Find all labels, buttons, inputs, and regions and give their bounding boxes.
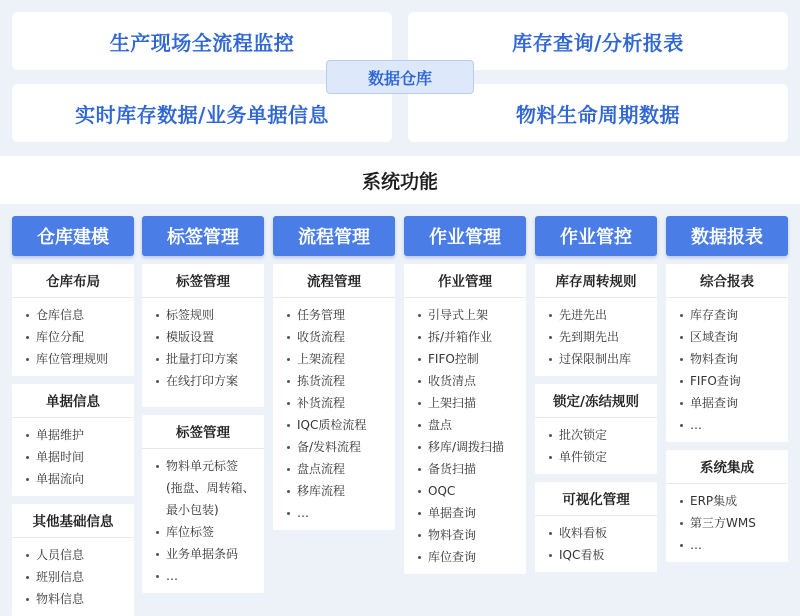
list-item: 过保限制出库 bbox=[535, 348, 657, 370]
card-title: 锁定/冻结规则 bbox=[535, 384, 657, 418]
card-title: 作业管理 bbox=[404, 264, 526, 298]
card bbox=[142, 264, 264, 407]
list-item: 物料信息 bbox=[12, 588, 134, 610]
list-item: IQC质检流程 bbox=[273, 414, 395, 436]
list-item: 移库/调拨扫描 bbox=[404, 436, 526, 458]
card-title: 其他基础信息 bbox=[12, 504, 134, 538]
list-item: 备/发料流程 bbox=[273, 436, 395, 458]
list-item: 上架扫描 bbox=[404, 392, 526, 414]
list-item: 先到期先出 bbox=[535, 326, 657, 348]
list-item: IQC看板 bbox=[535, 544, 657, 566]
list-item: 库存查询 bbox=[666, 304, 788, 326]
list-item: 盘点 bbox=[404, 414, 526, 436]
column-data-reports bbox=[666, 216, 788, 562]
list-item: 标签规则 bbox=[142, 304, 264, 326]
list-item: … bbox=[142, 565, 264, 587]
list-item: 库位分配 bbox=[12, 326, 134, 348]
list-item: ERP集成 bbox=[666, 490, 788, 512]
list-item: 库位管理规则 bbox=[12, 348, 134, 370]
list-item: 拆/并箱作业 bbox=[404, 326, 526, 348]
list-item: 区域查询 bbox=[666, 326, 788, 348]
list-item: 模版设置 bbox=[142, 326, 264, 348]
card bbox=[535, 384, 657, 474]
card bbox=[12, 264, 134, 376]
card-title: 流程管理 bbox=[273, 264, 395, 298]
card-title: 标签管理 bbox=[142, 264, 264, 298]
list-item: 单据时间 bbox=[12, 446, 134, 468]
data-warehouse-section bbox=[0, 0, 800, 152]
list-item: 补货流程 bbox=[273, 392, 395, 414]
card-title: 标签管理 bbox=[142, 415, 264, 449]
list-item: 库位标签 bbox=[142, 521, 264, 543]
list-item: … bbox=[666, 534, 788, 556]
list-item: 第三方WMS bbox=[666, 512, 788, 534]
card bbox=[535, 264, 657, 376]
top-left-label: 生产现场全流程监控 bbox=[109, 30, 295, 55]
list-item: 仓库信息 bbox=[12, 304, 134, 326]
list-item: 单据查询 bbox=[666, 392, 788, 414]
list-item: FIFO查询 bbox=[666, 370, 788, 392]
data-warehouse-label: 数据仓库 bbox=[367, 68, 432, 88]
list-item-continuation: 最小包装) bbox=[166, 503, 219, 517]
list-item: 在线打印方案 bbox=[142, 370, 264, 392]
list-item: 单据查询 bbox=[404, 502, 526, 524]
list-item: 物料单元标签 bbox=[142, 455, 264, 477]
list-item: 任务管理 bbox=[273, 304, 395, 326]
card bbox=[535, 482, 657, 572]
list-item: 物料查询 bbox=[404, 524, 526, 546]
column-header: 仓库建模 bbox=[12, 216, 134, 256]
list-item: 拣货流程 bbox=[273, 370, 395, 392]
list-item: 先进先出 bbox=[535, 304, 657, 326]
list-item: 班别信息 bbox=[12, 566, 134, 588]
list-item: 库位查询 bbox=[404, 546, 526, 568]
column-header: 数据报表 bbox=[666, 216, 788, 256]
functions-title-bar bbox=[0, 156, 800, 204]
list-item: 单据流向 bbox=[12, 468, 134, 490]
column-header: 作业管理 bbox=[404, 216, 526, 256]
column-header: 标签管理 bbox=[142, 216, 264, 256]
card-title: 仓库布局 bbox=[12, 264, 134, 298]
list-item: 批次锁定 bbox=[535, 424, 657, 446]
column-warehouse-modeling bbox=[12, 216, 134, 616]
card bbox=[404, 264, 526, 574]
bottom-left-label: 实时库存数据/业务单据信息 bbox=[75, 102, 329, 127]
list-item: 物料查询 bbox=[666, 348, 788, 370]
top-right-label: 库存查询/分析报表 bbox=[512, 30, 684, 55]
list-item-continuation: (拖盘、周转箱、 bbox=[166, 481, 255, 495]
list-item: … bbox=[273, 502, 395, 524]
card-title: 可视化管理 bbox=[535, 482, 657, 516]
list-item: OQC bbox=[404, 480, 526, 502]
card-title: 单据信息 bbox=[12, 384, 134, 418]
card bbox=[142, 415, 264, 593]
column-process-management bbox=[273, 216, 395, 530]
column-header: 流程管理 bbox=[273, 216, 395, 256]
list-item: 上架流程 bbox=[273, 348, 395, 370]
list-item: 收料看板 bbox=[535, 522, 657, 544]
functions-title: 系统功能 bbox=[361, 170, 438, 193]
list-item: … bbox=[666, 414, 788, 436]
list-item: 盘点流程 bbox=[273, 458, 395, 480]
data-warehouse-badge bbox=[326, 60, 474, 94]
list-item: 批量打印方案 bbox=[142, 348, 264, 370]
column-operation-control bbox=[535, 216, 657, 572]
card-title: 系统集成 bbox=[666, 450, 788, 484]
list-item: 单据维护 bbox=[12, 424, 134, 446]
list-item: 人员信息 bbox=[12, 544, 134, 566]
column-operation-management bbox=[404, 216, 526, 574]
card bbox=[273, 264, 395, 530]
list-item: FIFO控制 bbox=[404, 348, 526, 370]
card-title: 库存周转规则 bbox=[535, 264, 657, 298]
list-item: 收货流程 bbox=[273, 326, 395, 348]
list-item: 移库流程 bbox=[273, 480, 395, 502]
list-item: 引导式上架 bbox=[404, 304, 526, 326]
list-item: 业务单据条码 bbox=[142, 543, 264, 565]
list-item: 备货扫描 bbox=[404, 458, 526, 480]
card bbox=[12, 504, 134, 616]
bottom-right-label: 物料生命周期数据 bbox=[516, 102, 680, 127]
card bbox=[12, 384, 134, 496]
list-item: 单件锁定 bbox=[535, 446, 657, 468]
card bbox=[666, 264, 788, 442]
list-item: 收货清点 bbox=[404, 370, 526, 392]
column-label-management bbox=[142, 216, 264, 593]
card-title: 综合报表 bbox=[666, 264, 788, 298]
card bbox=[666, 450, 788, 562]
column-header: 作业管控 bbox=[535, 216, 657, 256]
